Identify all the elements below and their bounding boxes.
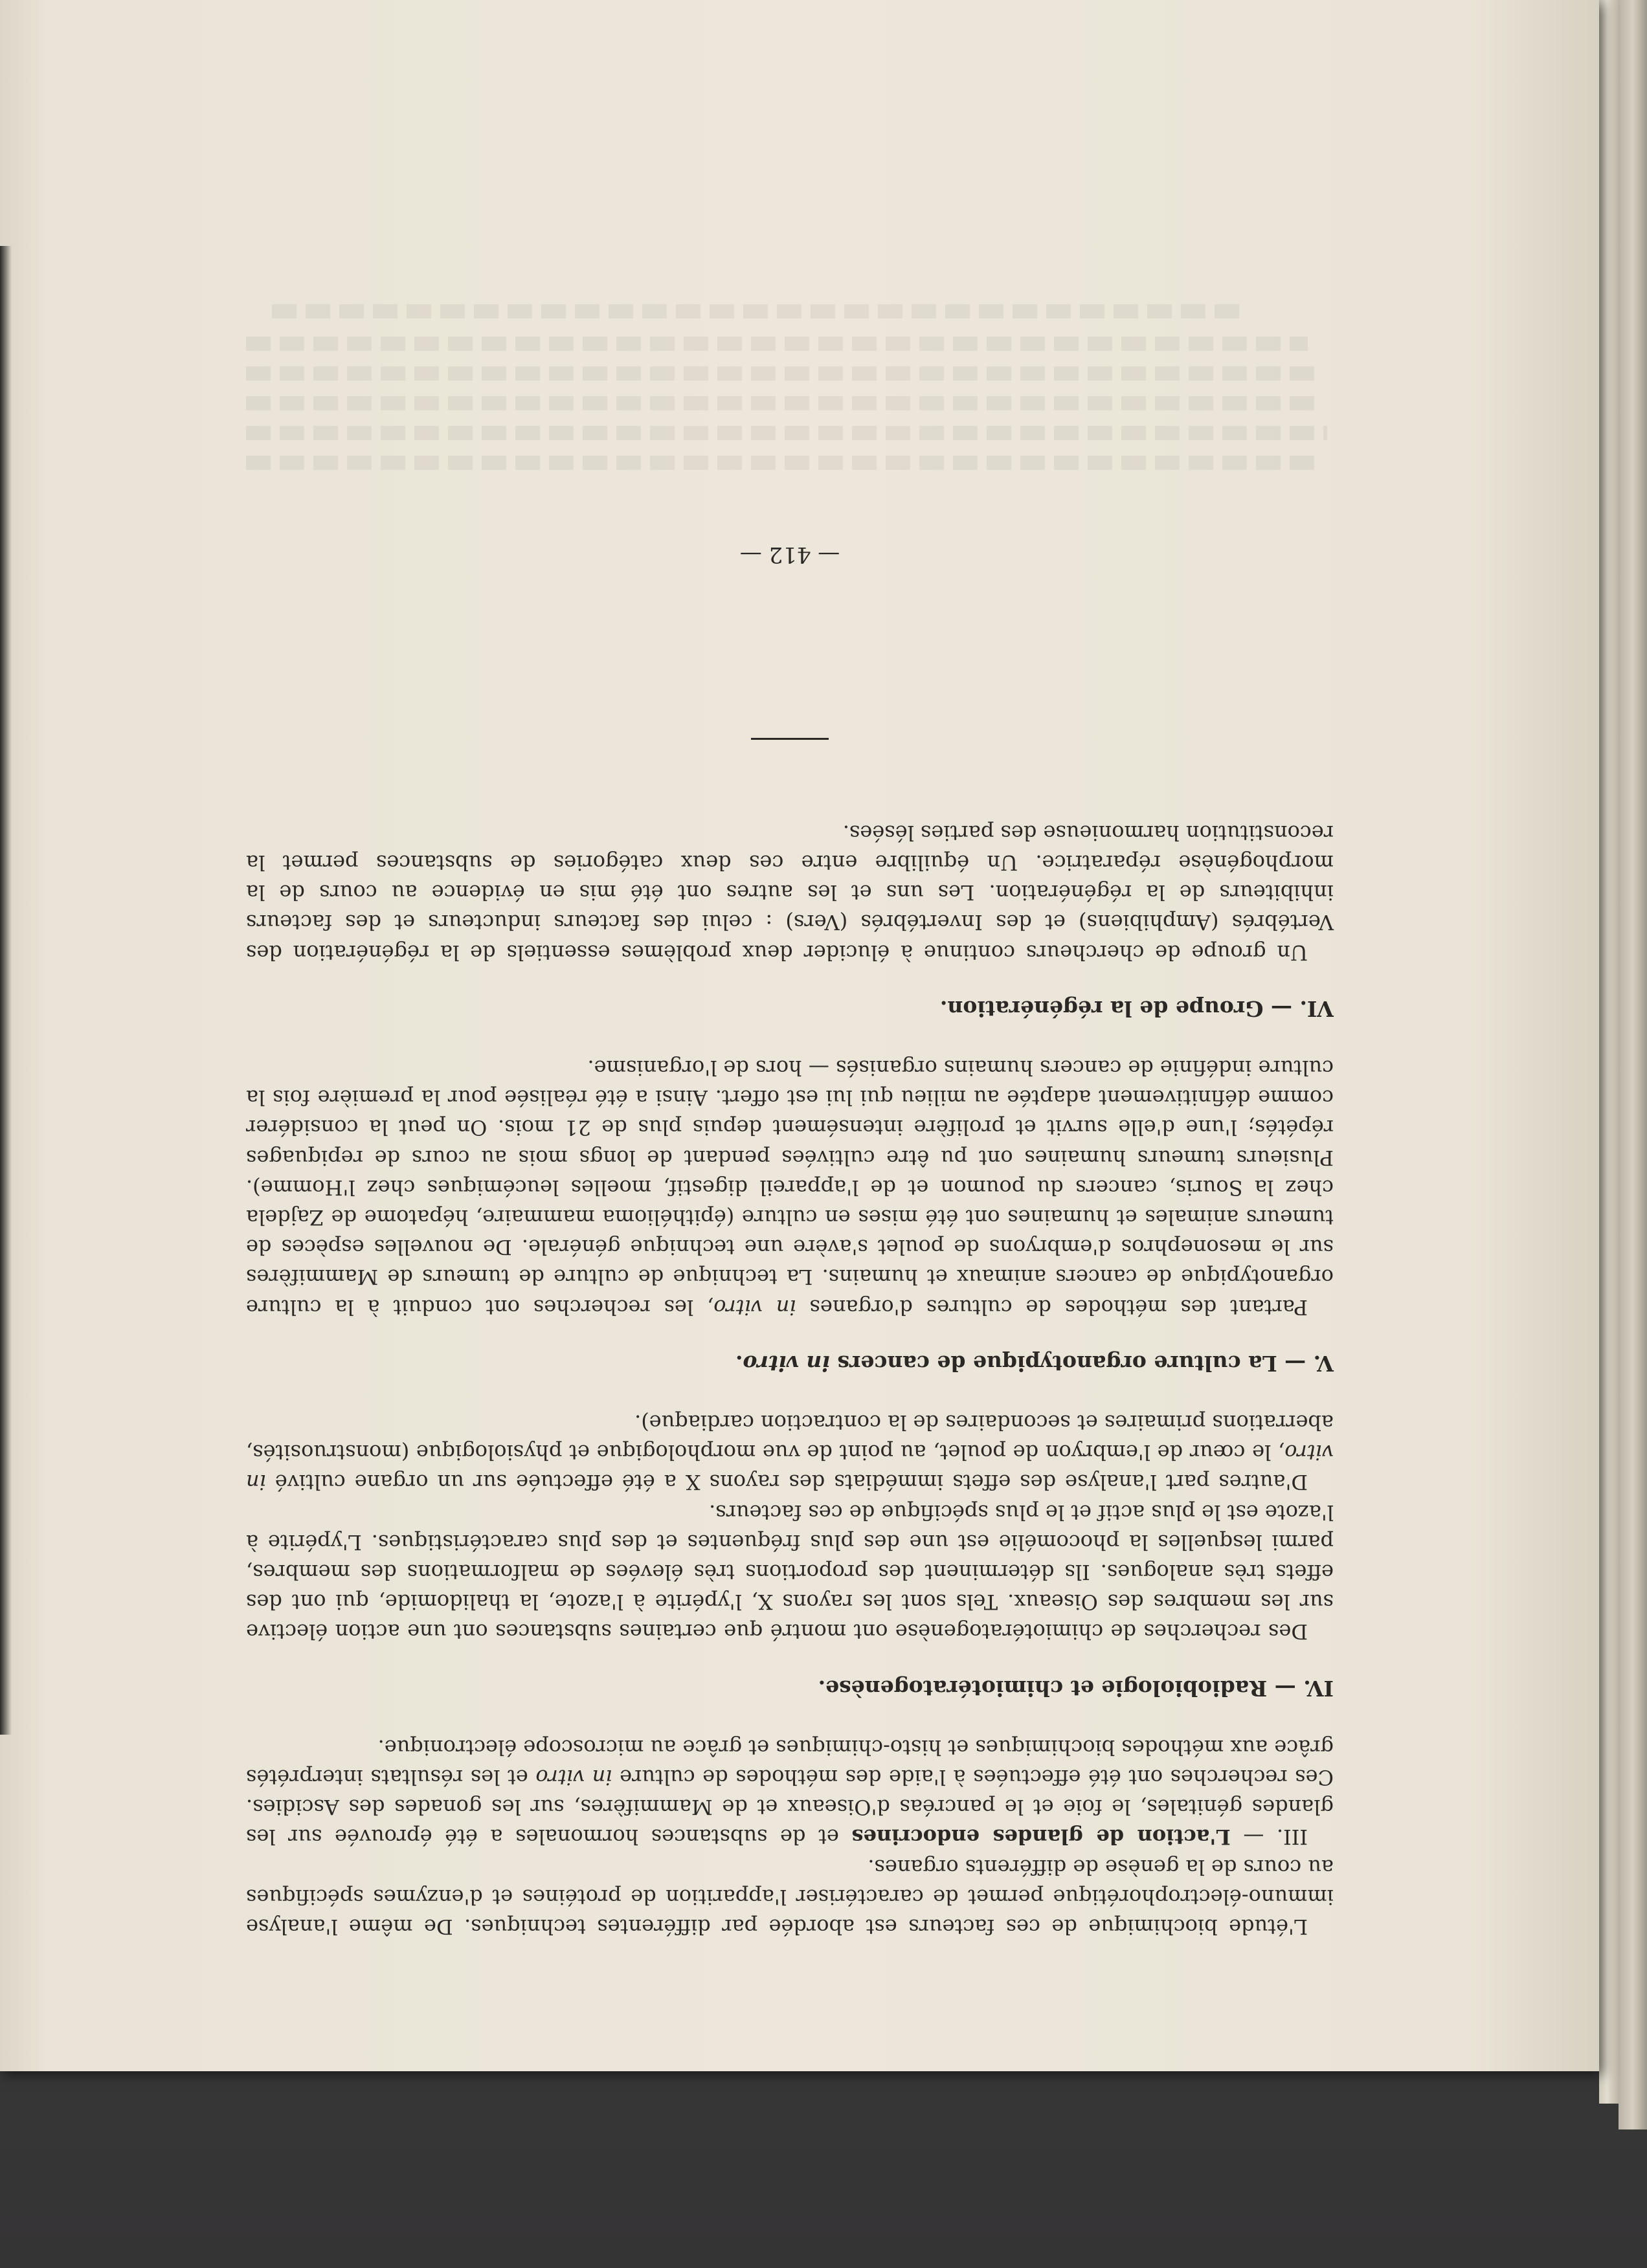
page-edge-front bbox=[1599, 0, 1619, 2104]
section-5-heading-text: V. — La culture organotypique de cancers bbox=[829, 1350, 1334, 1376]
paragraph-section-6: Un groupe de chercheurs continue à élucider deux problèmes essentiels de la régénération des Vertébrés (Amphibiens) et des Invertébrés (Vers) : celui des facteurs inducteurs et des facteurs inhibiteurs de la régénération. Les uns et les autres ont été mis en évidence au cours de la morphogénèse réparatrice. Un équilibre entre ces deux catégories de substances permet la reconstitution harmonieuse des parties lésées. bbox=[246, 820, 1334, 965]
section-5-text-end: , les recherches ont conduit à la culture organotypique de cancers animaux et humains. La technique de culture de tumeurs de Mammifères sur le mesonephros d'embryons de poulet s'avère une technique générale. De nouvelles espèces de tumeurs animales et humaines ont été mises en culture (épithélioma mammaire, hépatome de Zajdela chez la Souris, cancers du poumon et de l'appareil digestif, moelles leucémiques chez l'Homme). Plusieurs tumeurs humaines ont pu être cultivées pendant de longs mois au cours de repiquages répétés; l'une d'elle survit et prolifère intensément depuis plus de 21 mois. On peut la considérer comme définitivement adaptée au milieu qui lui est offert. Ainsi a été réalisée pour la première fois la culture indéfinie de cancers humains organisés — hors de l'organisme. bbox=[245, 1055, 1334, 1320]
section-4-b-text: D'autres part l'analyse des effets immédiats des rayons X a été effectuée sur un organe cultivé bbox=[265, 1470, 1308, 1495]
section-3-label: III. — bbox=[1243, 1825, 1308, 1850]
section-5-text: Partant des méthodes de cultures d'organes bbox=[796, 1295, 1308, 1320]
paragraph-section-3 bbox=[246, 1733, 1334, 1852]
section-3-italic: in vitro bbox=[535, 1764, 612, 1790]
paragraph-biochimie: L'étude biochimique de ces facteurs est abordée par différentes techniques. De même l'analyse immuno-électrophorétique permet de caractériser l'apparition de protéines et d'enzymes spécifiques au cours de la genèse de différents organes. bbox=[246, 1854, 1334, 1939]
paragraph-section-4-b bbox=[246, 1408, 1334, 1498]
binding-shadow bbox=[0, 246, 12, 1735]
closing-rule bbox=[751, 739, 829, 740]
section-4-heading: IV. — Radiobiologie et chimiotératogenèse. bbox=[818, 1675, 1334, 1701]
section-3-text: et de substances hormonales a été éprouvée sur les glandes génitales, le foie et le pancréas d'Oiseaux et de Mammifères, sur les gonades des Ascidies. Ces recherches ont été effectuées à l'aide des méthodes de culture bbox=[245, 1764, 1334, 1850]
page-text-rotated bbox=[246, 194, 1334, 1942]
section-4-b-italic: in vitro bbox=[246, 1440, 1334, 1495]
paragraph-section-4-a: Des recherches de chimiotératogenèse ont montré que certaines substances ont une action élective sur les membres des Oiseaux. Tels sont les rayons X, l'ypérite à l'azote, la thalidomide, qui ont des effets très analogues. Ils déterminent des proportions très élevées de malformations des membres, parmi lesquelles la phocomélie est une des plus fréquentes et des plus caractéristiques. L'ypérite à l'azote est le plus actif et le plus spécifique de ces facteurs. bbox=[246, 1500, 1334, 1645]
paragraph-section-5 bbox=[246, 1053, 1334, 1322]
page-number: — 412 — bbox=[739, 542, 840, 568]
section-6-heading: VI. — Groupe de la régénération. bbox=[939, 995, 1334, 1021]
section-3-bold-phrase: L'action de glandes endocrines bbox=[851, 1825, 1231, 1850]
section-5-italic: in vitro bbox=[713, 1295, 796, 1320]
section-5-heading-end: . bbox=[735, 1350, 743, 1376]
section-4-b-text-end: , le cœur de l'embryon de poulet, au point de vue morphologique et physiologique (monstruosités, aberrations primaires et secondaires de la contraction cardiaque). bbox=[246, 1410, 1334, 1465]
section-5-heading-italic: in vitro bbox=[743, 1350, 830, 1376]
section-5-heading bbox=[246, 1348, 1334, 1378]
section-3-text-end: et les résultats interprétés grâce aux méthodes biochimiques et histo-chimiques et grâce au microscope électronique. bbox=[246, 1735, 1334, 1790]
page-edge-back bbox=[1619, 0, 1647, 2129]
